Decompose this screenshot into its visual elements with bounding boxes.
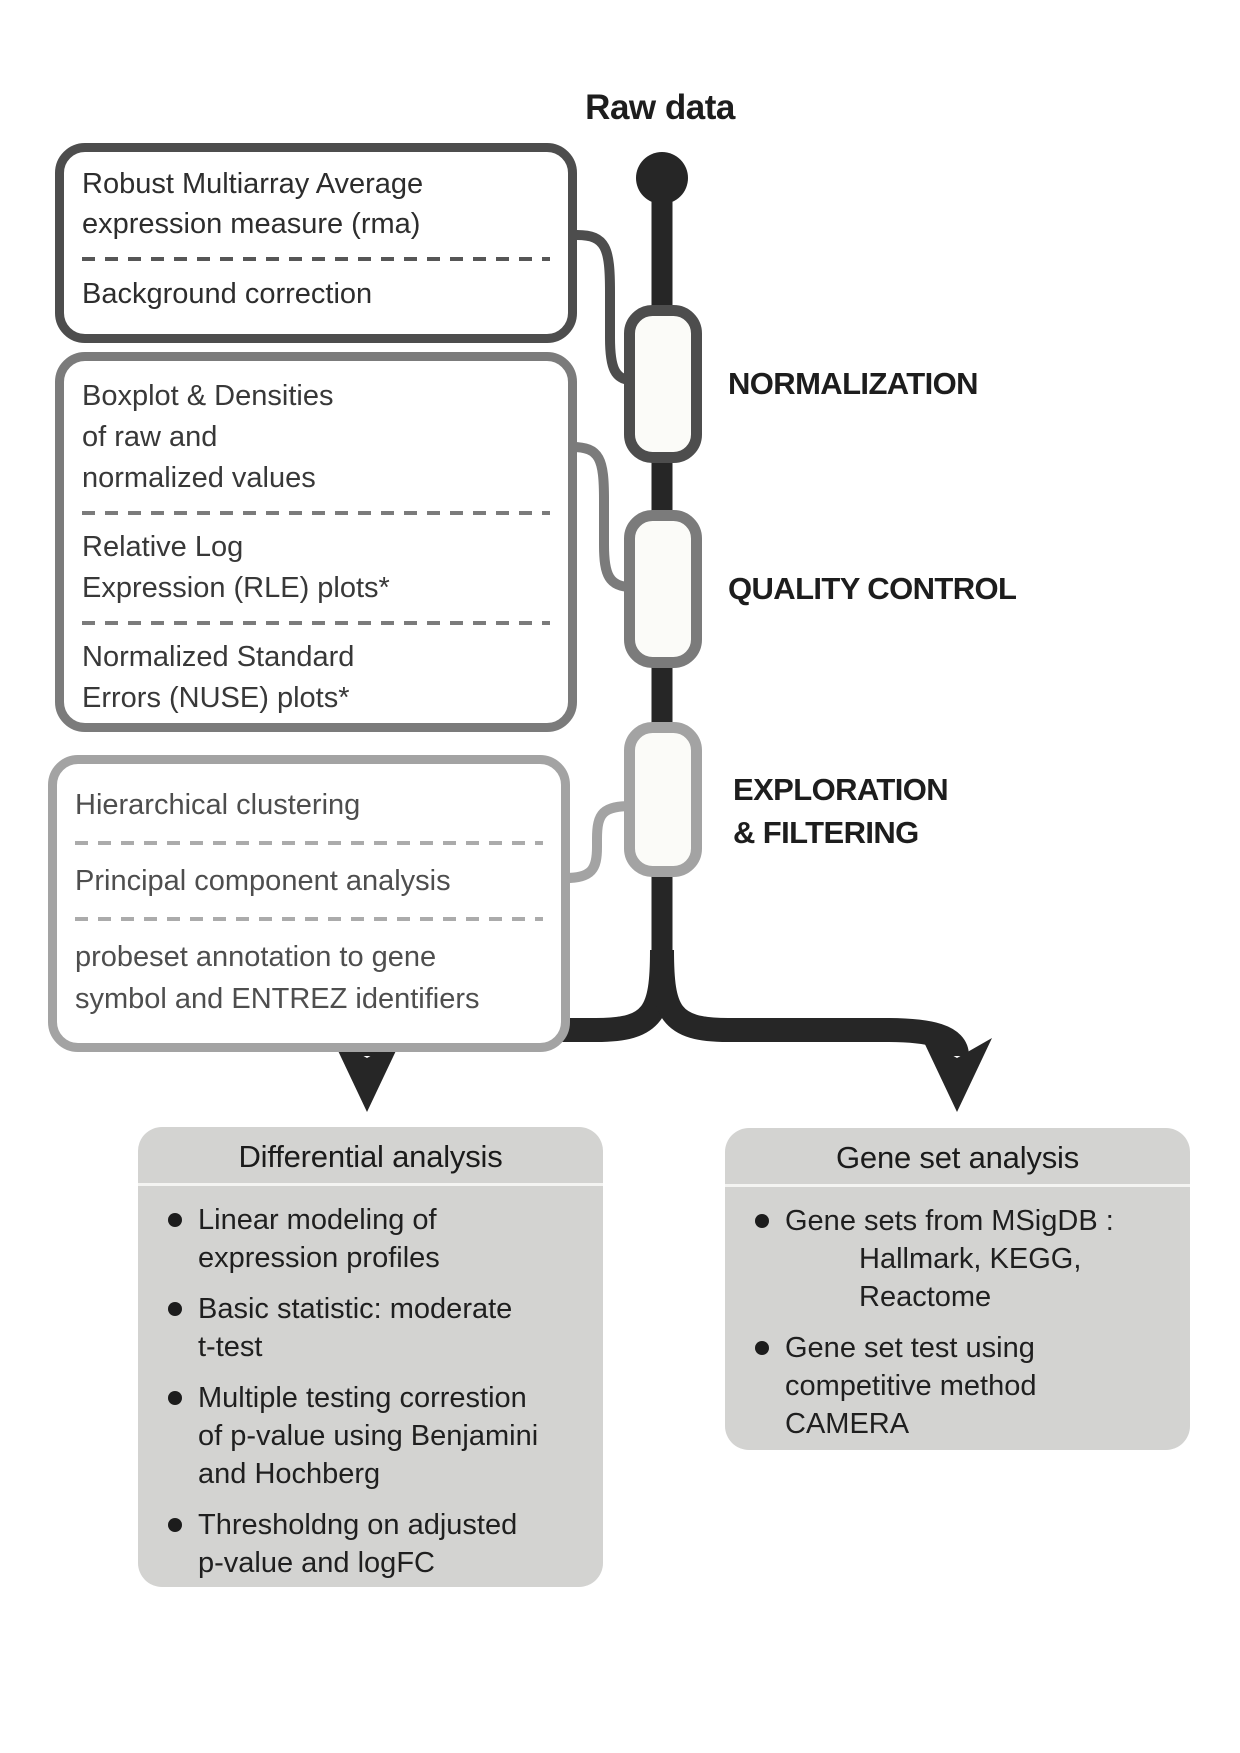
dashed-divider	[75, 917, 543, 921]
dashed-divider	[82, 257, 550, 261]
bullet-line: CAMERA	[785, 1408, 910, 1440]
step-line: of raw and	[82, 421, 218, 453]
connector-normalization	[577, 235, 632, 380]
bullet-line: Hallmark, KEGG,	[859, 1243, 1082, 1275]
step-box-quality-control	[55, 352, 577, 732]
step-line: Normalized Standard	[82, 641, 355, 673]
geneset-bullet-list	[725, 1202, 1190, 1443]
bullet-text	[198, 1290, 512, 1366]
dashed-divider	[82, 621, 550, 625]
node-quality-control	[630, 516, 697, 663]
step-line: Background correction	[82, 278, 373, 310]
step-line: Relative Log	[82, 531, 244, 563]
node-exploration	[630, 728, 697, 872]
bullet-dot-icon	[168, 1213, 182, 1227]
stage-label-line: NORMALIZATION	[728, 366, 978, 401]
step-line: expression measure (rma)	[82, 208, 421, 240]
step-line: Errors (NUSE) plots*	[82, 682, 350, 714]
connector-quality-control	[572, 447, 632, 587]
step-line: symbol and ENTREZ identifiers	[75, 983, 480, 1015]
bullet-dot-icon	[755, 1341, 769, 1355]
bullet-line: competitive method	[785, 1370, 1037, 1402]
stage-label-quality-control	[728, 567, 1016, 610]
panel-gene-set-analysis	[725, 1128, 1190, 1450]
step-line: Expression (RLE) plots*	[82, 572, 390, 604]
connector-exploration	[565, 806, 632, 878]
bullet-text	[198, 1506, 517, 1582]
bullet-text	[785, 1202, 1114, 1316]
step-box-exploration	[48, 755, 570, 1052]
bullet-text	[198, 1379, 538, 1493]
step-line: Hierarchical clustering	[75, 789, 361, 821]
branch-arm-right	[662, 950, 957, 1056]
step-line: Robust Multiarray Average	[82, 168, 424, 200]
bullet-line: Reactome	[859, 1281, 992, 1313]
stage-label-line: & FILTERING	[733, 815, 919, 850]
stage-label-exploration	[733, 768, 948, 854]
bullet-dot-icon	[755, 1214, 769, 1228]
bullet-line: expression profiles	[198, 1242, 440, 1274]
raw-data-dot-icon	[636, 152, 688, 204]
bullet-text	[198, 1201, 440, 1277]
bullet-line: p-value and logFC	[198, 1547, 435, 1579]
bullet-line: Multiple testing correstion	[198, 1382, 527, 1414]
bullet-line: of p-value using Benjamini	[198, 1420, 539, 1452]
dashed-divider	[75, 841, 543, 845]
bullet-line: Gene sets from MSigDB :	[785, 1205, 1114, 1237]
step-line: normalized values	[82, 462, 316, 494]
step-line: Boxplot & Densities	[82, 380, 334, 412]
stage-label-normalization	[728, 362, 978, 405]
step-line: Principal component analysis	[75, 865, 451, 897]
raw-data-label: Raw data	[585, 88, 735, 127]
panel-title-divider	[138, 1183, 603, 1186]
bullet-line: Thresholdng on adjusted	[198, 1509, 518, 1541]
step-line: probeset annotation to gene	[75, 941, 437, 973]
step-box-normalization	[55, 143, 577, 343]
list-item	[755, 1202, 1178, 1316]
list-item	[168, 1290, 591, 1366]
list-item	[168, 1379, 591, 1493]
differential-bullet-list	[138, 1201, 603, 1582]
panel-differential-analysis	[138, 1127, 603, 1587]
stage-label-line: QUALITY CONTROL	[728, 571, 1017, 606]
bullet-dot-icon	[168, 1391, 182, 1405]
node-normalization	[630, 311, 697, 458]
bullet-line: Gene set test using	[785, 1332, 1035, 1364]
list-item	[755, 1329, 1178, 1443]
panel-title: Gene set analysis	[835, 1140, 1079, 1175]
panel-title: Differential analysis	[238, 1139, 503, 1174]
bullet-dot-icon	[168, 1518, 182, 1532]
dashed-divider	[82, 511, 550, 515]
bullet-text	[785, 1329, 1036, 1443]
bullet-line: Linear modeling of	[198, 1204, 437, 1236]
bullet-line: Basic statistic: moderate	[198, 1293, 513, 1325]
bullet-line: t-test	[198, 1331, 263, 1363]
list-item	[168, 1201, 591, 1277]
bullet-dot-icon	[168, 1302, 182, 1316]
list-item	[168, 1506, 591, 1582]
bullet-line: and Hochberg	[198, 1458, 381, 1490]
panel-title-divider	[725, 1184, 1190, 1187]
stage-label-line: EXPLORATION	[733, 772, 949, 807]
